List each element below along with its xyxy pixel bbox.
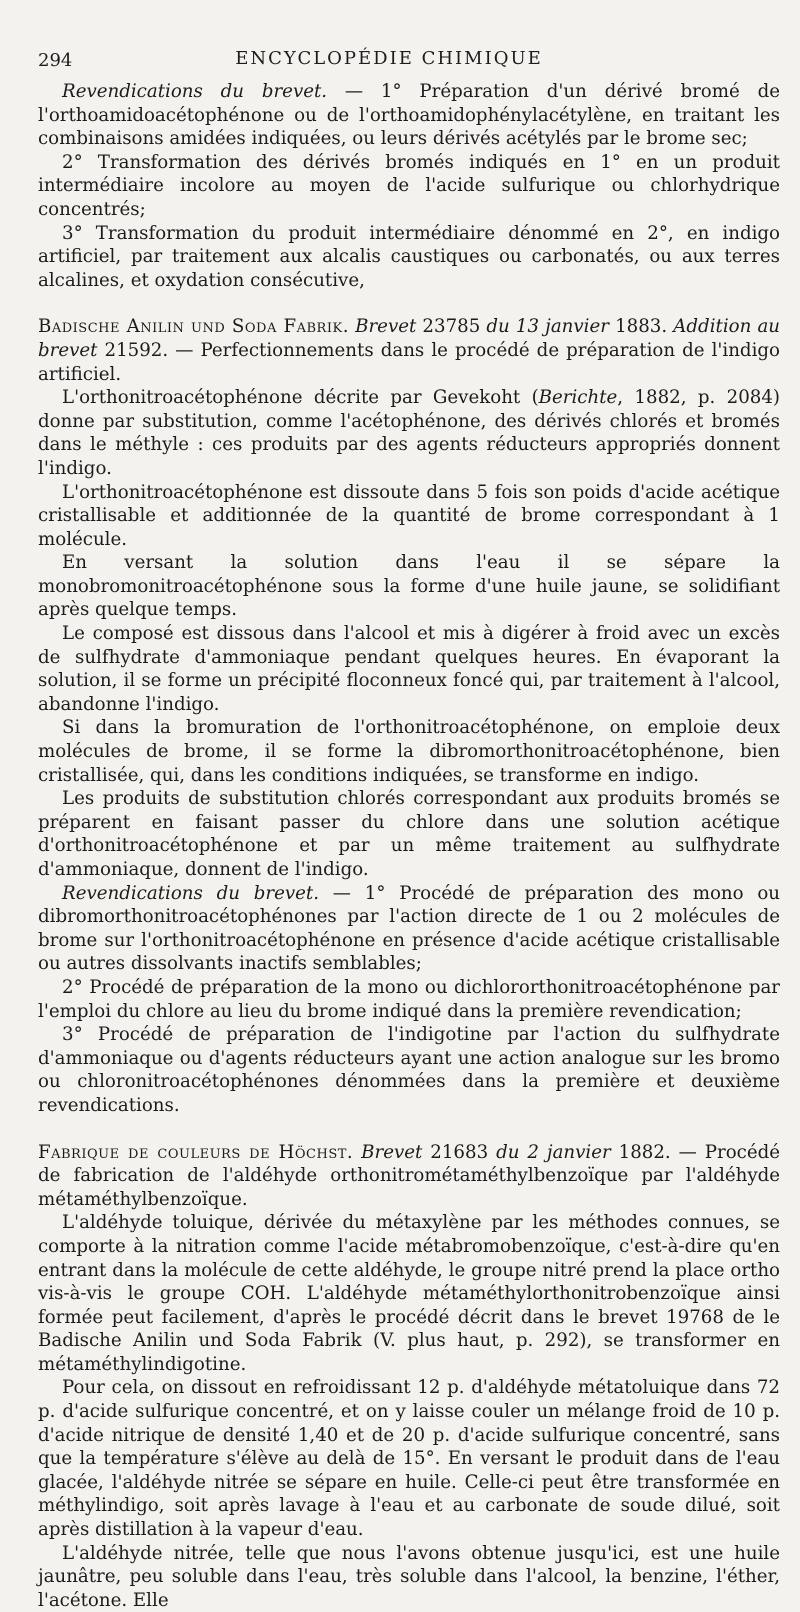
body-paragraph [38, 222, 780, 293]
body-paragraph [38, 80, 780, 151]
body-paragraph [38, 787, 780, 881]
paragraph-text: — 1° Préparation d'un dérivé bromé de l'orthoamidoacétophénone ou de l'orthoamidophénylacétylène, en traitant les combinaisons amidées indiquées, ou leurs dérivés acétylés par le brome sec; [38, 81, 780, 150]
paragraph-text: L'aldéhyde toluique, dérivée du métaxylène par les méthodes connues, se comporte à la nitration comme l'acide métabromobenzoïque, c'est-à-dire qu'en entrant dans la molécule de cette aldéhyde, le groupe nitré prend la place ortho vis-à-vis le groupe COH. L'aldéhyde métaméthylorthonitrobenzoïque ainsi formée peut facilement, d'après le procédé décrit dans le brevet 19768 de le Badische Anilin und Soda Fabrik (V. plus haut, p. 292), se transformer en métaméthylindigotine. [38, 1212, 780, 1375]
company-name: Fabrique de couleurs de Höchst. [38, 1141, 354, 1163]
paragraph-text: 2° Procédé de préparation de la mono ou dichlororthonitroacétophénone par l'emploi du chlore au lieu du brome indiqué dans la première revendication; [38, 976, 780, 1022]
patent-heading-paragraph [38, 1141, 780, 1212]
body-paragraph [38, 151, 780, 222]
paragraph-text: — 1° Procédé de préparation des mono ou dibromorthonitroacétophénones par l'action directe de 1 ou 2 molécules de brome sur l'orthonitroacétophénone en présence d'acide acétique cristallisable ou autres dissolvants inactifs semblables; [38, 882, 781, 975]
patent-word: du [480, 316, 516, 338]
patent-heading-paragraph [38, 315, 780, 386]
body-paragraph [38, 1542, 780, 1612]
patent-word: Brevet [348, 316, 423, 338]
journal-reference: Berichte [538, 387, 618, 409]
body-paragraph [38, 976, 780, 1023]
patent-number: 21683 [430, 1141, 489, 1163]
patent-date: 13 janvier [515, 316, 609, 338]
body-paragraph [38, 716, 780, 787]
patent-date: 2 janvier [527, 1141, 611, 1163]
running-title: ENCYCLOPÉDIE CHIMIQUE [235, 48, 543, 69]
paragraph-text: 3° Procédé de préparation de l'indigotine par l'action du sulfhydrate d'ammoniaque ou d'agents réducteurs ayant une action analogue sur les bromo ou chloronitroacétophénones dénommées dans la première et deuxième revendications. [38, 1024, 780, 1116]
body-paragraph [38, 882, 780, 976]
body-paragraph [38, 551, 780, 622]
body-paragraph [38, 622, 780, 716]
body-paragraph [38, 1376, 780, 1541]
paragraph-text: 3° Transformation du produit intermédiaire dénommé en 2°, en indigo artificiel, par traitement aux alcalis caustiques ou carbonatés, ou aux terres alcalines, et oxydation consécutive, [38, 222, 780, 291]
paragraph-text: , 1882, p. 2084) donne par substitution, comme l'acétophénone, des dérivés chlorés et bromés dans le méthyle : ces produits par des agents réducteurs appropriés donnent l'indigo. [38, 387, 781, 479]
body-paragraph [38, 1023, 780, 1117]
paragraph-text: Le composé est dissous dans l'alcool et mis à digérer à froid avec un excès de sulfhydrate d'ammoniaque pendant quelques heures. En évaporant la solution, il se forme un précipité floconneux foncé qui, par traitement à l'alcool, abandonne l'indigo. [38, 623, 780, 715]
claims-lead: Revendications du brevet. [62, 81, 328, 102]
paragraph-text: Les produits de substitution chlorés correspondant aux produits bromés se préparent en faisant passer du chlore dans une solution acétique d'orthonitroacétophénone et par un même traitement au sulfhydrate d'ammoniaque, donnent de l'indigo. [38, 788, 780, 880]
paragraph-text: L'orthonitroacétophénone décrite par Gevekoht ( [62, 387, 539, 409]
paragraph-text: 2° Transformation des dérivés bromés indiqués en 1° en un produit intermédiaire incolore au moyen de l'acide sulfurique ou chlorhydrique concentrés; [38, 151, 780, 220]
addition-label: Addition au brevet [38, 316, 780, 361]
page-number: 294 [38, 50, 73, 71]
patent-text: 21592. — Perfectionnements dans le procédé de préparation de l'indigo artificiel. [38, 339, 780, 385]
paragraph-text: Pour cela, on dissout en refroidissant 12 p. d'aldéhyde métatoluique dans 72 p. d'acide sulfurique concentré, et on y laisse couler un mélange froid de 10 p. d'acide nitrique de densité 1,40 et de 20 p. d'acide sulfurique concentré, sans que la température s'élève au delà de 15°. En versant le produit dans de l'eau glacée, l'aldéhyde nitrée se sépare en huile. Celle-ci peut être transformée en méthylindigo, soit après lavage à l'eau et au carbonate de soude dilué, soit après distillation à la vapeur d'eau. [38, 1377, 780, 1541]
claims-lead: Revendications du brevet. [62, 882, 319, 904]
body-paragraph [38, 481, 780, 552]
running-header [38, 40, 780, 80]
patent-text: 1883. [608, 316, 674, 338]
paragraph-text: En versant la solution dans l'eau il se sépare la monobromonitroacétophénone sous la forme d'une huile jaune, se solidifiant après quelque temps. [38, 552, 780, 621]
company-name: Badische Anilin und Soda Fabrik. [38, 316, 349, 338]
body-text [38, 80, 780, 1612]
patent-number: 23785 [422, 316, 481, 338]
paragraph-text: Si dans la bromuration de l'orthonitroacétophénone, on emploie deux molécules de brome, il se forme la dibromorthonitroacétophénone, bien cristallisée, qui, dans les conditions indiquées, se transforme en indigo. [38, 717, 780, 786]
patent-word: du [488, 1141, 528, 1163]
body-paragraph [38, 386, 780, 480]
paragraph-text: L'orthonitroacétophénone est dissoute dans 5 fois son poids d'acide acétique cristallisable et additionnée de la quantité de brome correspondant à 1 molécule. [38, 481, 780, 550]
paragraph-text: L'aldéhyde nitrée, telle que nous l'avons obtenue jusqu'ici, est une huile jaunâtre, peu soluble dans l'eau, très soluble dans l'alcool, la benzine, l'éther, l'acétone. Elle [38, 1542, 780, 1611]
patent-text: 1882. — Procédé de fabrication de l'aldéhyde orthonitrométaméthylbenzoïque par l'aldéhyde métaméthylbenzoïque. [38, 1141, 781, 1210]
body-paragraph [38, 1211, 780, 1376]
patent-word: Brevet [353, 1141, 431, 1163]
